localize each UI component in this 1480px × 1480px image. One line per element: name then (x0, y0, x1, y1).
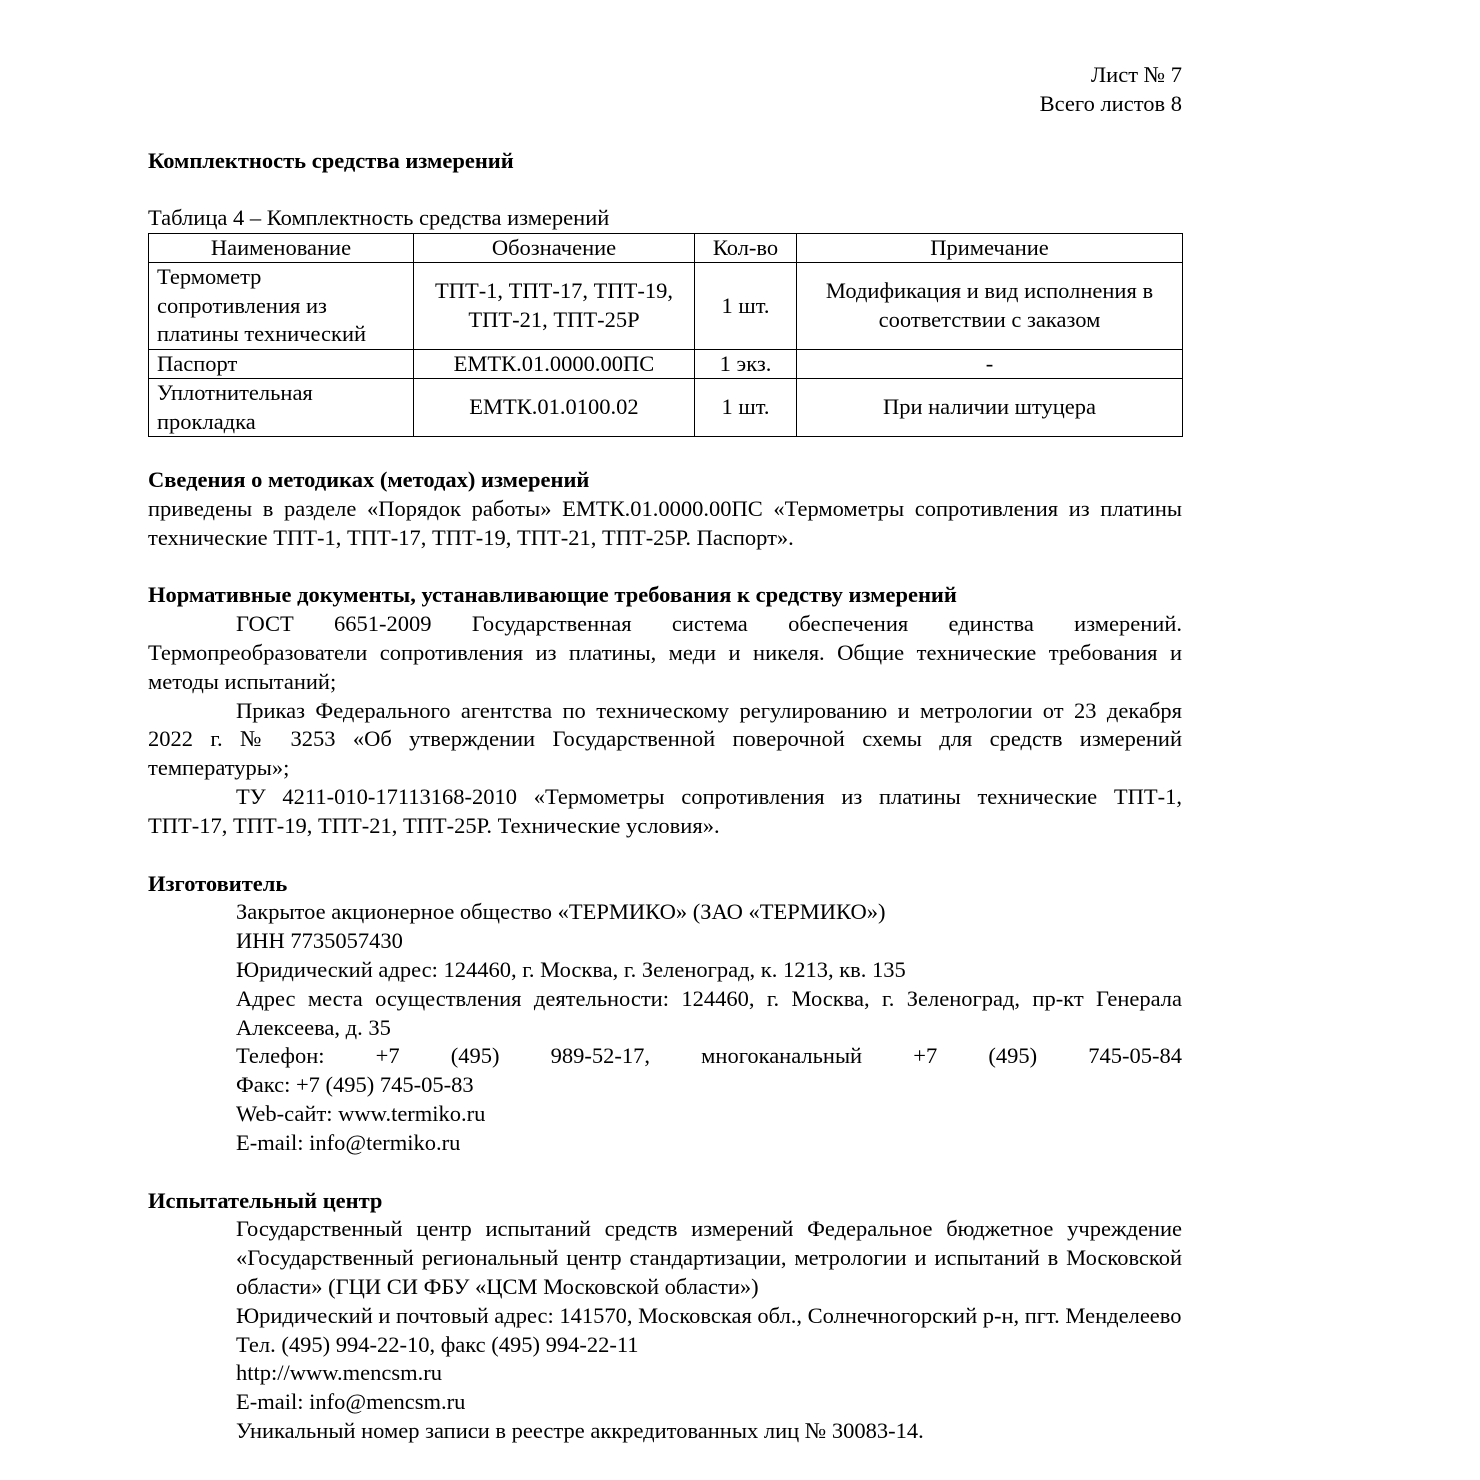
column-header-note: Примечание (797, 233, 1183, 263)
table-header-row (149, 233, 1183, 263)
sheet-info (148, 60, 1182, 118)
table-row (149, 379, 1183, 437)
sheet-number: Лист № 7 (1090, 62, 1182, 87)
cell-designation: ЕМТК.01.0100.02 (414, 379, 695, 437)
manufacturer-name: Закрытое акционерное общество «ТЕРМИКО» (ЗАО «ТЕРМИКО») (236, 899, 886, 925)
test-center-registry: Уникальный номер записи в реестре аккредитованных лиц № 30083-14. (236, 1418, 924, 1443)
test-center-address: Юридический и почтовый адрес: 141570, Московская обл., Солнечногорский р-н, пгт. Менделеево (236, 1302, 1182, 1328)
normative-item: Приказ Федерального агентства по техническому регулированию и метрологии от 23 декабря 2022 г. № 3253 «Об утверждении Государственной поверочной схемы для средств измерений температуры»; (148, 697, 1182, 781)
column-header-name: Наименование (149, 233, 414, 263)
table-row (149, 349, 1183, 379)
manufacturer-details (148, 898, 1182, 1157)
column-header-designation: Обозначение (414, 233, 695, 263)
test-center-details (148, 1215, 1182, 1445)
manufacturer-fax: Факс: +7 (495) 745-05-83 (236, 1072, 474, 1098)
manufacturer-legal-address: Юридический адрес: 124460, г. Москва, г. Зеленоград, к. 1213, кв. 135 (236, 957, 906, 983)
cell-qty: 1 шт. (695, 379, 797, 437)
cell-note: При наличии штуцера (797, 379, 1183, 437)
cell-note: - (797, 349, 1183, 379)
manufacturer-inn: ИНН 7735057430 (236, 928, 403, 954)
test-center-website: http://www.mencsm.ru (236, 1360, 443, 1386)
test-center-email: E-mail: info@mencsm.ru (236, 1389, 466, 1415)
manufacturer-website: Web-сайт: www.termiko.ru (236, 1101, 486, 1127)
manufacturer-activity-address: Адрес места осуществления деятельности: 124460, г. Москва, г. Зеленоград, пр-кт Генерала Алексеева, д. 35 (236, 985, 1182, 1040)
cell-name: Паспорт (149, 349, 414, 379)
table-caption: Таблица 4 – Комплектность средства измерений (148, 204, 610, 230)
methods-heading: Сведения о методиках (методах) измерений (148, 467, 590, 493)
cell-name: Уплотнительная прокладка (149, 379, 414, 437)
normative-item: ГОСТ 6651-2009 Государственная система обеспечения единства измерений. Термопреобразователи сопротивления из платины, меди и никеля. Общие технические требования и методы испытаний; (148, 611, 1182, 694)
normative-item: ТУ 4211-010-17113168-2010 «Термометры сопротивления из платины технические ТПТ-1, ТПТ-17, ТПТ-19, ТПТ-21, ТПТ-25Р. Технические условия». (148, 784, 1182, 838)
cell-designation: ЕМТК.01.0000.00ПС (414, 349, 695, 379)
table-row (149, 263, 1183, 350)
manufacturer-heading: Изготовитель (148, 870, 288, 896)
methods-text: приведены в разделе «Порядок работы» ЕМТК.01.0000.00ПС «Термометры сопротивления из платины технические ТПТ-1, ТПТ-17, ТПТ-19, ТПТ-21, ТПТ-25Р. Паспорт». (148, 495, 1182, 550)
test-center-phone-fax: Тел. (495) 994-22-10, факс (495) 994-22-11 (236, 1331, 639, 1357)
manufacturer-email: E-mail: info@termiko.ru (236, 1129, 461, 1155)
completeness-heading: Комплектность средства измерений (148, 148, 514, 173)
test-center-heading: Испытательный центр (148, 1187, 383, 1213)
cell-name: Термометр сопротивления из платины технический (149, 263, 414, 350)
cell-designation: ТПТ-1, ТПТ-17, ТПТ-19, ТПТ-21, ТПТ-25Р (414, 263, 695, 350)
cell-qty: 1 шт. (695, 263, 797, 350)
cell-qty: 1 экз. (695, 349, 797, 379)
document-page (148, 60, 1182, 1446)
column-header-qty: Кол-во (695, 233, 797, 263)
manufacturer-phone: Телефон: +7 (495) 989-52-17, многоканальный +7 (495) 745-05-84 (236, 1043, 1182, 1069)
cell-note: Модификация и вид исполнения в соответствии с заказом (797, 263, 1183, 350)
total-sheets: Всего листов 8 (1039, 91, 1182, 116)
normative-heading: Нормативные документы, устанавливающие требования к средству измерений (148, 582, 957, 608)
test-center-name: Государственный центр испытаний средств измерений Федеральное бюджетное учреждение «Государственный региональный центр стандартизации, метрологии и испытаний в Московской области» (ГЦИ СИ ФБУ «ЦСМ Московской области») (236, 1216, 1182, 1300)
completeness-table (148, 233, 1183, 438)
